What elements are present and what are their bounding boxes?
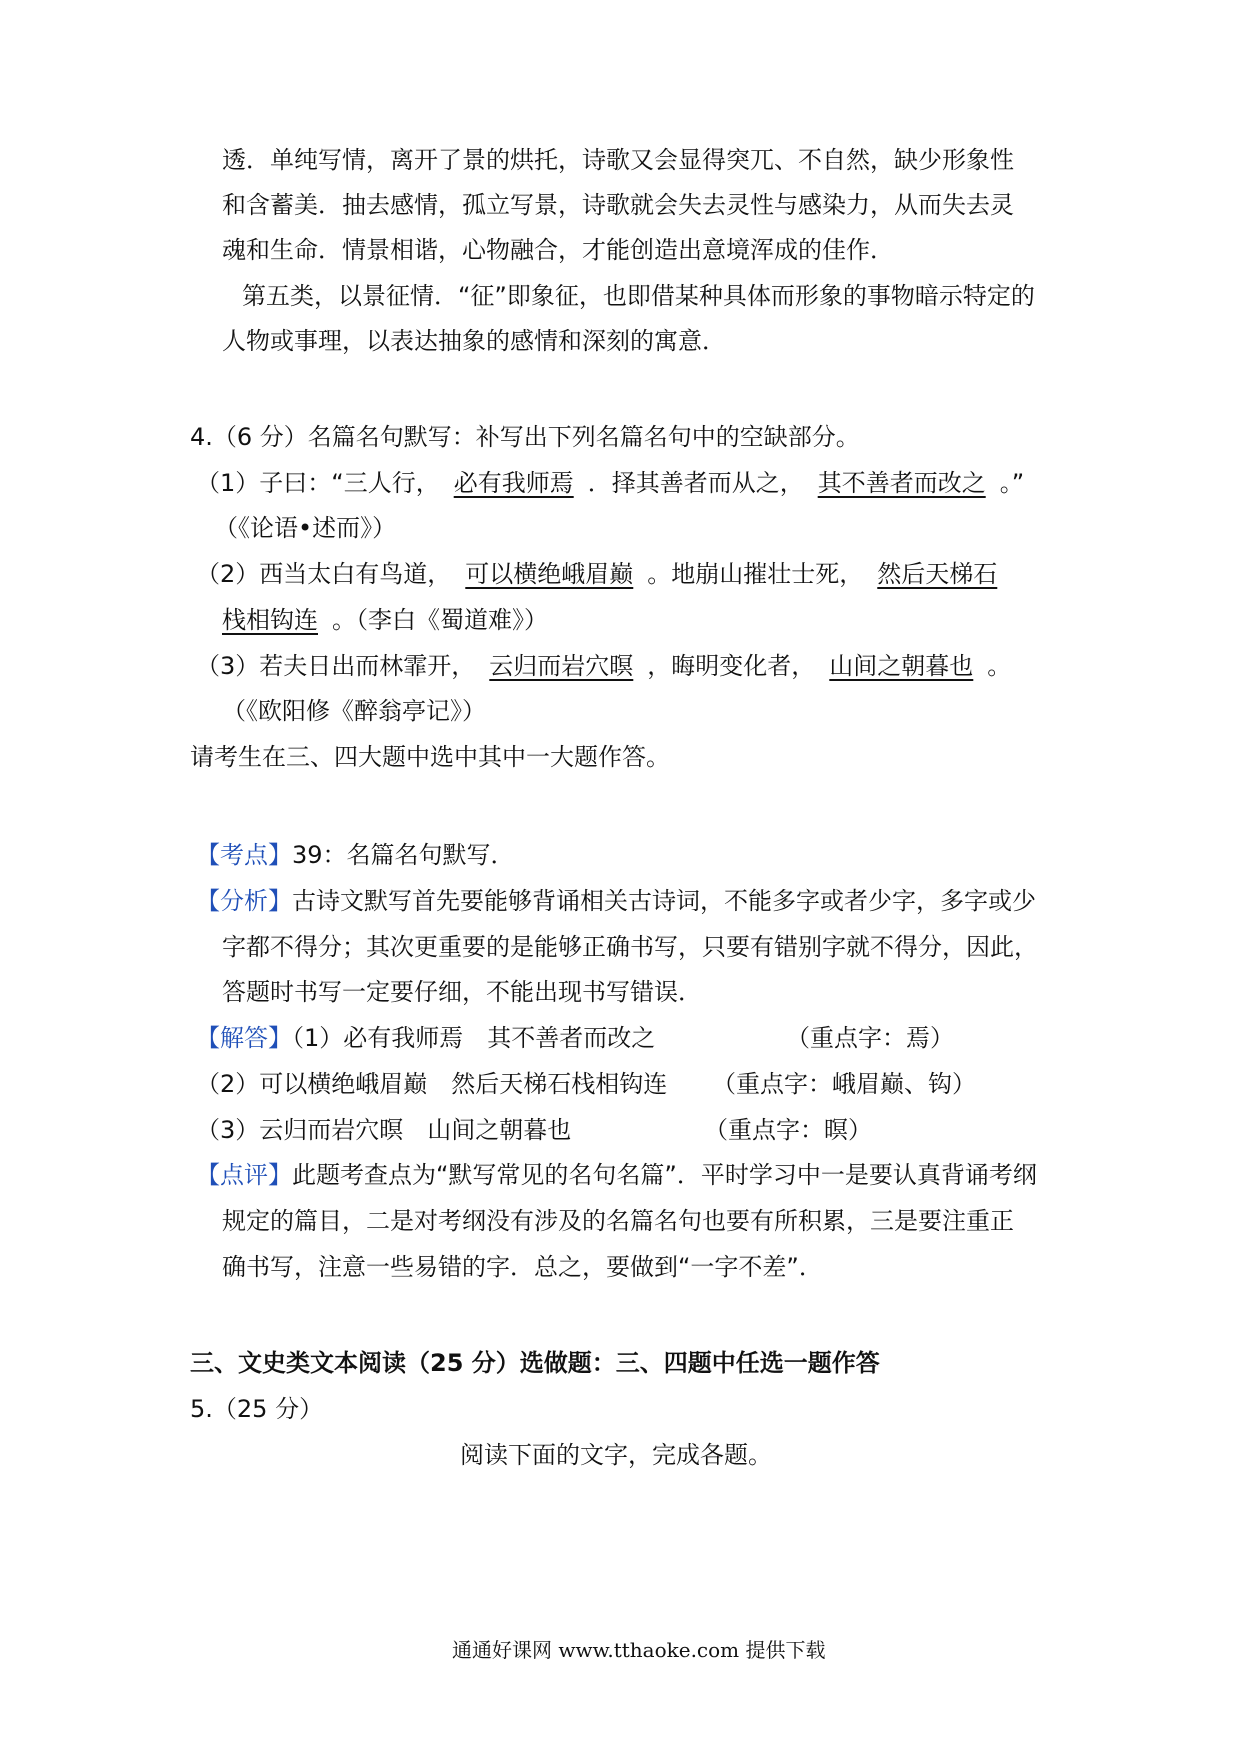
fenxi-line-1: 古诗文默写首先要能够背诵相关古诗词，不能多字或者少字，多字或少 xyxy=(292,887,1036,915)
kaodian-text: 39：名篇名句默写． xyxy=(292,841,515,869)
intro-line-1: 透．单纯写情，离开了景的烘托，诗歌又会显得突兀、不自然，缺少形象性 xyxy=(222,146,1014,174)
fenxi-line-3: 答题时书写一定要仔细，不能出现书写错误． xyxy=(222,978,702,1006)
q4-item-1-text-d: 。” xyxy=(999,469,1025,497)
q4-item-1-answer-2: 其不善者而改之 xyxy=(817,469,986,497)
jieda-line-3: （3）云归而岩穴暝 山间之朝暮也 xyxy=(196,1116,572,1144)
page-footer: 通通好课网 www.tthaoke.com 提供下载 xyxy=(452,1638,826,1662)
q4-item-2 xyxy=(196,557,1011,591)
intro-line-2: 和含蓄美．抽去感情，孤立写景，诗歌就会失去灵性与感染力，从而失去灵 xyxy=(222,191,1014,219)
reading-instruction: 阅读下面的文字，完成各题。 xyxy=(460,1441,772,1469)
intro-line-4: 第五类，以景征情．“征”即象征，也即借某种具体而形象的事物暗示特定的 xyxy=(242,282,1035,310)
q4-item-2-text-c: 。地崩山摧壮士死， xyxy=(647,560,864,588)
q4-item-3-source: （《欧阳修《醉翁亭记》） xyxy=(222,697,486,725)
jieda-line-2: （2）可以横绝峨眉巅 然后天梯石栈相钩连 xyxy=(196,1070,668,1098)
dianping-line-1: 此题考查点为“默写常见的名句名篇”．平时学习中一是要认真背诵考纲 xyxy=(292,1161,1037,1189)
q4-item-3 xyxy=(196,649,1011,683)
q4-item-3-text-d: 。 xyxy=(987,652,1012,680)
q4-note: 请考生在三、四大题中选中其中一大题作答。 xyxy=(190,743,670,771)
fenxi xyxy=(196,884,1036,918)
q4-item-1-answer-1: 必有我师焉 xyxy=(453,469,574,497)
jieda-note-1: （重点字：焉） xyxy=(786,1024,954,1052)
jieda-note-3: （重点字：暝） xyxy=(704,1116,872,1144)
q4-item-2-cont xyxy=(222,603,548,637)
q4-item-3-text-a: （3）若夫日出而林霏开， xyxy=(196,652,476,680)
q5-title: 5.（25 分） xyxy=(190,1395,324,1423)
fenxi-line-2: 字都不得分；其次更重要的是能够正确书写，只要有错别字就不得分，因此， xyxy=(222,933,1038,961)
jieda-line-1: （1）必有我师焉 其不善者而改之 xyxy=(292,1024,656,1052)
q4-title: 4.（6 分）名篇名句默写：补写出下列名篇名句中的空缺部分。 xyxy=(190,423,860,451)
q4-item-2-answer-1: 可以横绝峨眉巅 xyxy=(465,560,634,588)
dianping-tag: 【点评】 xyxy=(196,1161,292,1189)
dianping xyxy=(196,1158,1037,1192)
q4-item-2-text-a: （2）西当太白有鸟道， xyxy=(196,560,452,588)
dianping-line-3: 确书写，注意一些易错的字．总之，要做到“一字不差”． xyxy=(222,1253,823,1281)
q4-item-2-answer-2b: 栈相钩连 xyxy=(222,606,318,634)
q4-item-2-answer-2a: 然后天梯石 xyxy=(877,560,998,588)
jieda-note-2: （重点字：峨眉巅、钩） xyxy=(712,1070,976,1098)
q4-item-1-text-a: （1）子曰：“三人行， xyxy=(196,469,440,497)
q4-item-1-text-c: ．择其善者而从之， xyxy=(587,469,804,497)
q4-item-1 xyxy=(196,466,1024,500)
kaodian xyxy=(196,838,515,872)
kaodian-tag: 【考点】 xyxy=(196,841,292,869)
jieda-tag: 【解答】 xyxy=(196,1024,292,1052)
section3-heading: 三、文史类文本阅读（25 分）选做题：三、四题中任选一题作答 xyxy=(190,1349,880,1377)
q4-item-1-source: （《论语•述而》） xyxy=(214,514,397,542)
q4-item-3-text-c: ，晦明变化者， xyxy=(647,652,816,680)
intro-line-3: 魂和生命．情景相谐，心物融合，才能创造出意境浑成的佳作． xyxy=(222,236,894,264)
dianping-line-2: 规定的篇目，二是对考纲没有涉及的名篇名句也要有所积累，三是要注重正 xyxy=(222,1207,1014,1235)
q4-item-3-answer-1: 云归而岩穴暝 xyxy=(489,652,634,680)
q4-item-2-source: 。（李白《蜀道难》） xyxy=(332,606,548,634)
q4-item-3-answer-2: 山间之朝暮也 xyxy=(829,652,974,680)
jieda xyxy=(196,1021,655,1055)
fenxi-tag: 【分析】 xyxy=(196,887,292,915)
intro-line-5: 人物或事理，以表达抽象的感情和深刻的寓意． xyxy=(222,327,726,355)
